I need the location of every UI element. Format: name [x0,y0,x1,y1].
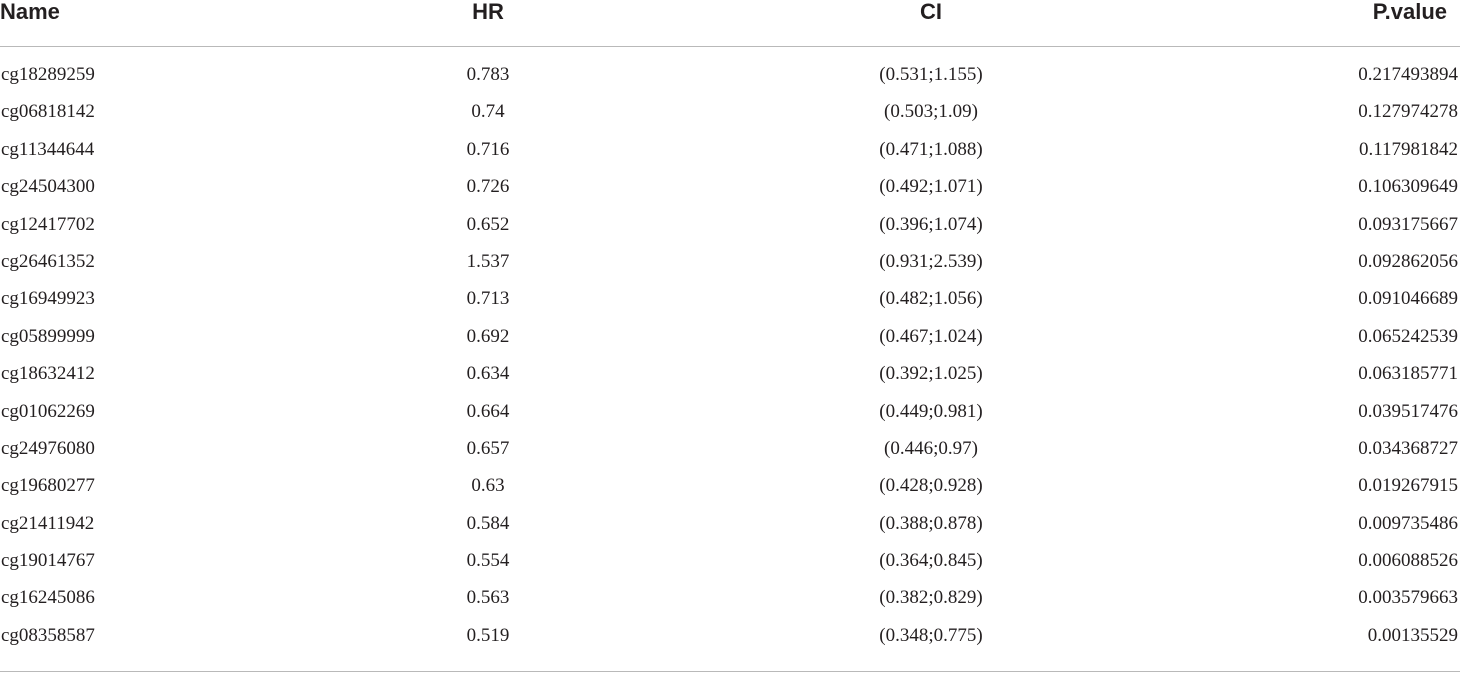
cell-ci-text: (0.492;1.071) [879,176,983,198]
cell-hr-text: 0.716 [466,138,510,160]
cell-name: cg19014767 [1,550,95,572]
table-row [0,396,1460,433]
header-ci-label: CI [920,0,942,24]
header-hr-label: HR [472,0,504,24]
cell-name: cg08358587 [1,624,95,646]
cell-ci-text: (0.531;1.155) [879,64,983,85]
table-row [0,508,1460,545]
cell-name: cg19680277 [1,475,95,497]
cell-hr-text: 0.63 [471,475,505,497]
cell-ci-text: (0.471;1.088) [879,138,983,160]
cell-name: cg21411942 [1,512,95,534]
header-pvalue: P.value [1372,0,1447,24]
cell-name: cg16245086 [1,587,95,609]
cell-ci-text: (0.503;1.09) [884,101,978,123]
cell-hr-text: 0.713 [466,288,510,310]
cell-ci-text: (0.364;0.845) [879,550,983,572]
cell-ci-text: (0.392;1.025) [879,363,983,385]
cell-hr-text: 0.519 [466,624,510,646]
cell-pvalue: 0.009735486 [1358,512,1458,534]
table-header [0,0,1460,47]
cell-ci-text: (0.931;2.539) [879,250,983,272]
cell-hr-text: 1.537 [466,250,510,272]
cell-pvalue: 0.063185771 [1358,363,1458,385]
cell-ci-text: (0.396;1.074) [879,213,983,235]
table-row [0,96,1460,133]
cell-pvalue: 0.003579663 [1358,587,1458,609]
table-row [0,358,1460,395]
cell-pvalue: 0.00135529 [1367,624,1458,646]
table-row [0,582,1460,619]
cell-pvalue: 0.093175667 [1358,213,1458,235]
cell-pvalue: 0.065242539 [1358,325,1458,347]
cell-pvalue: 0.091046689 [1358,288,1458,310]
cell-pvalue: 0.092862056 [1358,250,1458,272]
cell-name: cg05899999 [1,325,95,347]
cell-ci-text: (0.348;0.775) [879,624,983,646]
cell-pvalue: 0.034368727 [1358,437,1458,459]
cell-hr-text: 0.652 [466,213,510,235]
cell-name: cg01062269 [1,400,95,422]
table-row [0,134,1460,171]
cell-pvalue: 0.117981842 [1358,138,1458,160]
cell-hr-text: 0.74 [471,101,505,123]
cell-ci-text: (0.388;0.878) [879,512,983,534]
cell-ci-text: (0.467;1.024) [879,325,983,347]
table-row [0,620,1460,657]
cell-pvalue: 0.006088526 [1358,550,1458,572]
cell-ci-text: (0.482;1.056) [879,288,983,310]
table-row [0,470,1460,507]
cell-name: cg18632412 [1,363,95,385]
cell-pvalue: 0.019267915 [1358,475,1458,497]
cell-name: cg24504300 [1,176,95,198]
cell-name: cg12417702 [1,213,95,235]
cell-hr-text: 0.783 [466,64,510,85]
table-row [0,171,1460,208]
cell-hr-text: 0.726 [466,176,510,198]
table-row [0,433,1460,470]
cell-pvalue: 0.106309649 [1358,176,1458,198]
cell-hr-text: 0.563 [466,587,510,609]
cell-ci-text: (0.449;0.981) [879,400,983,422]
table-bottom-rule [0,671,1460,672]
cell-pvalue: 0.217493894 [1358,64,1458,85]
table-row [0,545,1460,582]
cell-hr-text: 0.634 [466,363,510,385]
table-row [0,59,1460,96]
table-row [0,321,1460,358]
table-row [0,246,1460,283]
cell-name: cg24976080 [1,437,95,459]
table-row [0,209,1460,246]
cell-pvalue: 0.127974278 [1358,101,1458,123]
header-name: Name [0,0,60,24]
cell-hr-text: 0.692 [466,325,510,347]
cell-hr-text: 0.584 [466,512,510,534]
table-row [0,283,1460,320]
cell-ci-text: (0.382;0.829) [879,587,983,609]
cell-name: cg26461352 [1,250,95,272]
cell-ci-text: (0.428;0.928) [879,475,983,497]
cell-name: cg16949923 [1,288,95,310]
cell-name: cg11344644 [1,138,95,160]
cell-name: cg06818142 [1,101,95,123]
cell-ci-text: (0.446;0.97) [884,437,978,459]
cell-hr-text: 0.554 [466,550,510,572]
cell-name: cg18289259 [1,64,95,85]
table-body [0,59,1460,657]
cell-pvalue: 0.039517476 [1358,400,1458,422]
cell-hr-text: 0.664 [466,400,510,422]
cell-hr-text: 0.657 [466,437,510,459]
